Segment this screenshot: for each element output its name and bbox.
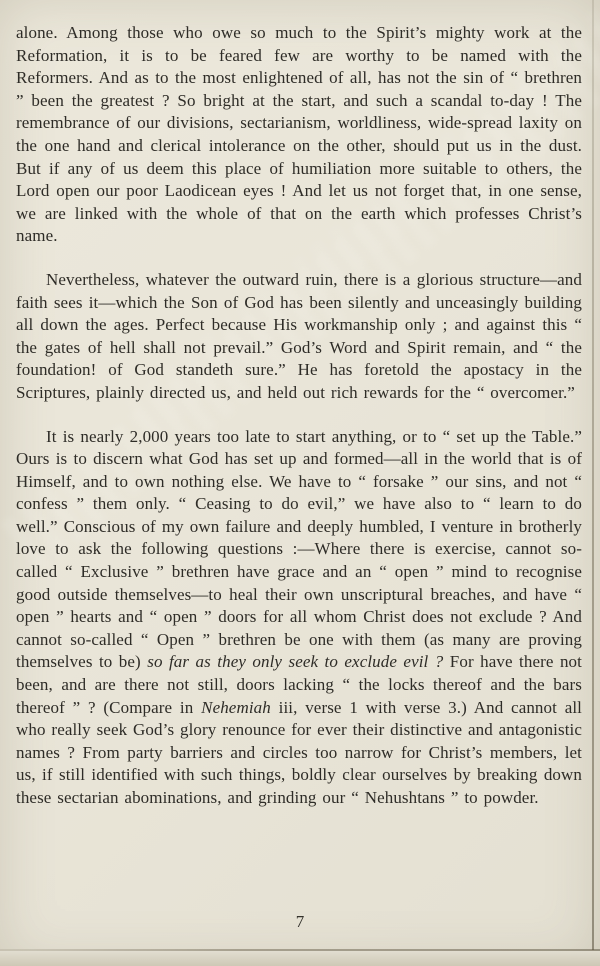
text-segment: iii, verse 1 with verse 3.) And cannot all who really seek God’s glory renounce for ever their distinctive and antagonistic names ? From party barriers and circles too narrow for Christ’s members, let us, if still identified with such things, boldly clear ourselves by breaking down these sectarian abominations, and grinding our “ Nehushtans ” to powder. (16, 697, 583, 807)
text-segment: It is nearly 2,000 years too late to start anything, or to “ set up the Table.” Ours is to discern what God has set up and formed—all in the world that is of Himself, and to own nothing else. We have to “ forsake ” our sins, and not “ confess ” them only. “ Ceasing to do evil,” we have also to “ learn to do well.” Conscious of my own failure and deeply humbled, I venture in brotherly love to ask the following questions :—Where there is exercise, cannot so-called “ Exclusive ” brethren have grace and an “ open ” mind to recognise good outside themselves—to heal their own unscriptural breaches, and have “ open ” hearts and “ open ” doors for all whom Christ does not exclude ? And cannot so-called “ Open ” brethren be one with them (as many are proving themselves to be) (16, 426, 582, 672)
page-text (16, 22, 582, 810)
text-segment: For have there not been, and are there not still, doors lacking “ the locks thereof and the bars thereof ” ? (Compare in (16, 652, 582, 717)
text-segment: Nevertheless, whatever the outward ruin, there is a glorious structure—and faith sees it—which the Son of God has been silently and unceasingly building all down the ages. Perfect because His workmanship only ; and against this “ the gates of hell shall not prevail.” God’s Word and Spirit remain, and “ the foundation! of God standeth sure.” He has foretold the apostacy in the Scriptures, plainly directed us, and held out rich rewards for the “ overcomer.” (16, 269, 582, 402)
page-number: 7 (295, 912, 305, 931)
text-segment-italic: Nehemiah (201, 697, 271, 717)
text-segment: alone. Among those who owe so much to the Spirit’s mighty work at the Reformation, it is to be feared few are worthy to be named with the Reformers. And as to the most enlightened of all, has not the sin of “ brethren ” been the greatest ? So bright at the start, and such a scandal to-day ! The remembrance of our divisions, sectarianism, worldliness, wide-spread laxity on the one hand and clerical intolerance on the other, should put us in the dust. But if any of us deem this place of humiliation more suitable to others, the Lord open our poor Laodicean eyes ! And let us not forget that, in one sense, we are linked with the whole of that on the earth which professes Christ’s name. (16, 23, 582, 246)
paragraph (16, 426, 582, 810)
scan-edge-right (592, 0, 594, 950)
paragraph (16, 269, 582, 405)
paragraph (16, 22, 582, 248)
text-segment-italic: so far as they only seek to exclude evil ? (147, 652, 444, 672)
scan-strip-bottom (0, 951, 600, 966)
